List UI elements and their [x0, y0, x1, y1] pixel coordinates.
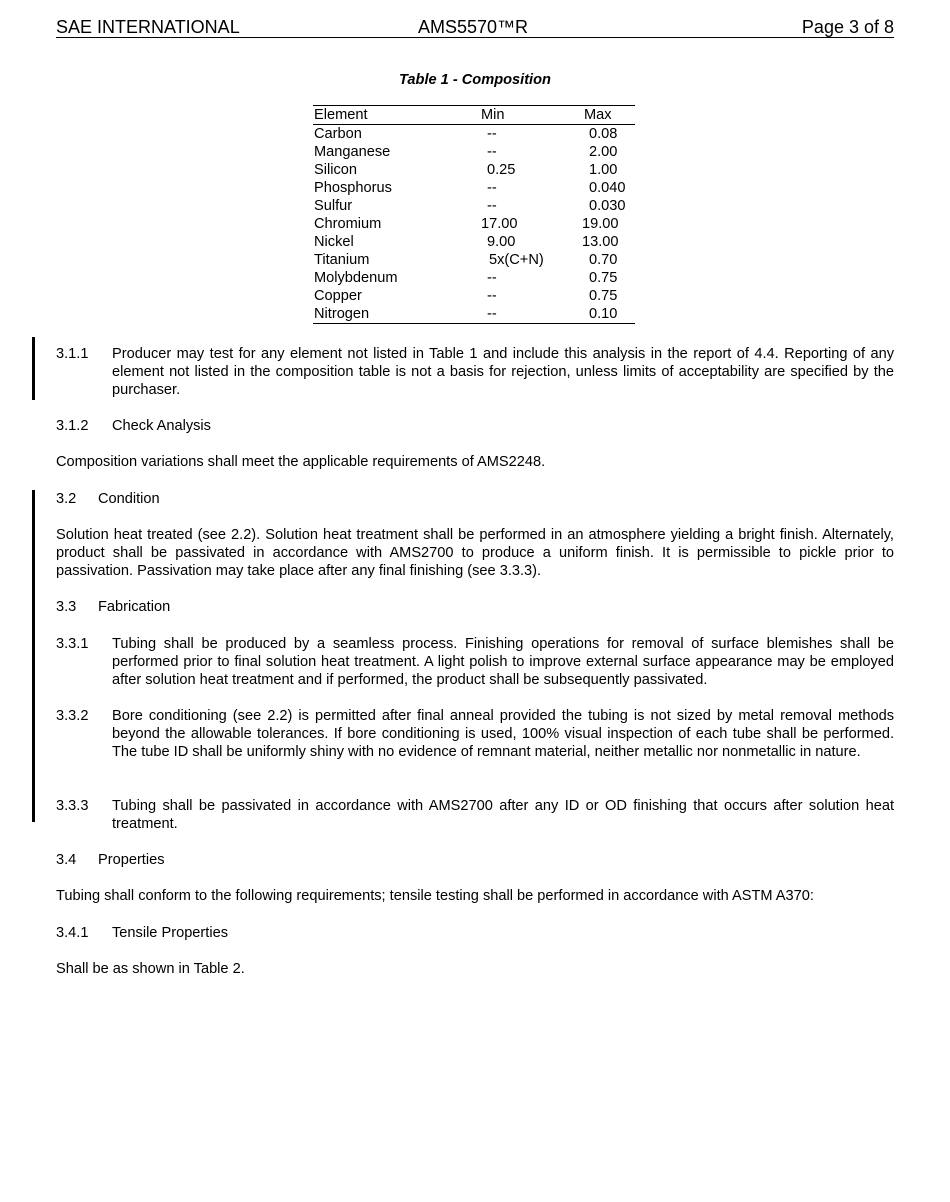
element-cell: Titanium	[314, 252, 370, 268]
paragraph: Composition variations shall meet the applicable requirements of AMS2248.	[56, 454, 546, 470]
table-row	[313, 305, 635, 324]
section-number: 3.3	[56, 599, 77, 615]
element-cell: Molybdenum	[314, 270, 398, 286]
section-number: 3.1.2	[56, 418, 89, 434]
max-cell: 0.70	[589, 252, 618, 268]
column-header: Max	[584, 107, 612, 123]
section-number: 3.3.1	[56, 636, 89, 652]
paragraph: Shall be as shown in Table 2.	[56, 961, 245, 977]
max-cell: 19.00	[582, 216, 619, 232]
change-bar	[32, 337, 35, 400]
section-text: Bore conditioning (see 2.2) is permitted after final anneal provided the tubing is not sized by metal removal methods beyond the allowable tolerances. If bore conditioning is used, 100% visual inspection of each tube shall be performed. The tube ID shall be uniformly shiny with no evidence of remnant material, neither metallic nor nonmetallic in nature.	[112, 708, 894, 760]
min-cell: --	[487, 126, 497, 142]
table-row	[313, 125, 635, 144]
element-cell: Carbon	[314, 126, 362, 142]
table-row	[313, 161, 635, 179]
section-title: Condition	[98, 491, 160, 507]
composition-table	[313, 105, 635, 324]
section-text: Tubing shall be passivated in accordance with AMS2700 after any ID or OD finishing that occurs after solution heat treatment.	[112, 798, 894, 832]
min-cell: 17.00	[481, 216, 518, 232]
table-row	[313, 251, 635, 269]
table-row	[313, 179, 635, 197]
table-caption: Table 1 - Composition	[399, 72, 551, 88]
header-org: SAE INTERNATIONAL	[56, 17, 240, 37]
column-header: Min	[481, 107, 505, 123]
section-3-3	[56, 598, 894, 616]
min-cell: --	[487, 198, 497, 214]
max-cell: 0.10	[589, 306, 618, 322]
element-cell: Silicon	[314, 162, 357, 178]
section-number: 3.2	[56, 491, 77, 507]
section-number: 3.4.1	[56, 925, 89, 941]
max-cell: 1.00	[589, 162, 618, 178]
min-cell: 0.25	[487, 162, 516, 178]
element-cell: Phosphorus	[314, 180, 392, 196]
section-number: 3.4	[56, 852, 77, 868]
section-3-1-1	[56, 345, 894, 399]
section-number: 3.3.2	[56, 708, 89, 724]
section-3-4-1	[56, 924, 894, 942]
min-cell: 9.00	[487, 234, 516, 250]
max-cell: 13.00	[582, 234, 619, 250]
max-cell: 0.75	[589, 270, 618, 286]
section-title: Check Analysis	[112, 418, 211, 434]
table-row	[313, 143, 635, 161]
section-3-1-2	[56, 417, 894, 435]
max-cell: 0.040	[589, 180, 626, 196]
table-row	[313, 197, 635, 215]
paragraph: Solution heat treated (see 2.2). Solution heat treatment shall be performed in an atmosphere yielding a bright finish. Alternately, product shall be passivated in accordance with AMS2700 to produce a uniform finish. It is permissible to pickle prior to passivation. Passivation may take place after any final finishing (see 3.3.3).	[56, 527, 894, 579]
section-title: Fabrication	[98, 599, 171, 615]
section-3-3-2	[56, 707, 894, 779]
min-cell: --	[487, 144, 497, 160]
change-bar	[32, 490, 35, 822]
element-cell: Nickel	[314, 234, 354, 250]
element-cell: Nitrogen	[314, 306, 370, 322]
table-row	[313, 269, 635, 287]
element-cell: Sulfur	[314, 198, 353, 214]
min-cell: --	[487, 306, 497, 322]
section-title: Properties	[98, 852, 165, 868]
section-3-3-1	[56, 635, 894, 689]
max-cell: 2.00	[589, 144, 618, 160]
table-row	[313, 287, 635, 305]
max-cell: 0.030	[589, 198, 626, 214]
header-page-number: Page 3 of 8	[801, 17, 894, 37]
max-cell: 0.75	[589, 288, 618, 304]
min-cell: 5x(C+N)	[489, 252, 544, 268]
element-cell: Copper	[314, 288, 362, 304]
section-text: Tubing shall be produced by a seamless process. Finishing operations for removal of surface blemishes shall be performed prior to final solution heat treatment. A light polish to improve external surface appearance may be employed after solution heat treatment and if performed, the product shall be subsequently passivated.	[112, 636, 894, 688]
section-3-4	[56, 851, 894, 869]
max-cell: 0.08	[589, 126, 618, 142]
column-header: Element	[314, 107, 368, 123]
section-3-3-3	[56, 797, 894, 833]
page-header	[56, 17, 894, 38]
min-cell: --	[487, 180, 497, 196]
element-cell: Manganese	[314, 144, 391, 160]
table-row	[313, 215, 635, 233]
min-cell: --	[487, 270, 497, 286]
section-text: Producer may test for any element not listed in Table 1 and include this analysis in the report of 4.4. Reporting of any element not listed in the composition table is not a basis for rejection, unless limits of acceptability are specified by the purchaser.	[112, 346, 894, 398]
table-row	[313, 233, 635, 251]
min-cell: --	[487, 288, 497, 304]
section-number: 3.3.3	[56, 798, 89, 814]
table-header-row	[313, 106, 635, 125]
header-doc-number: AMS5570™R	[418, 17, 529, 37]
section-3-2	[56, 490, 894, 508]
paragraph: Tubing shall conform to the following requirements; tensile testing shall be performed in accordance with ASTM A370:	[56, 888, 814, 904]
section-title: Tensile Properties	[112, 925, 228, 941]
section-number: 3.1.1	[56, 346, 89, 362]
element-cell: Chromium	[314, 216, 382, 232]
